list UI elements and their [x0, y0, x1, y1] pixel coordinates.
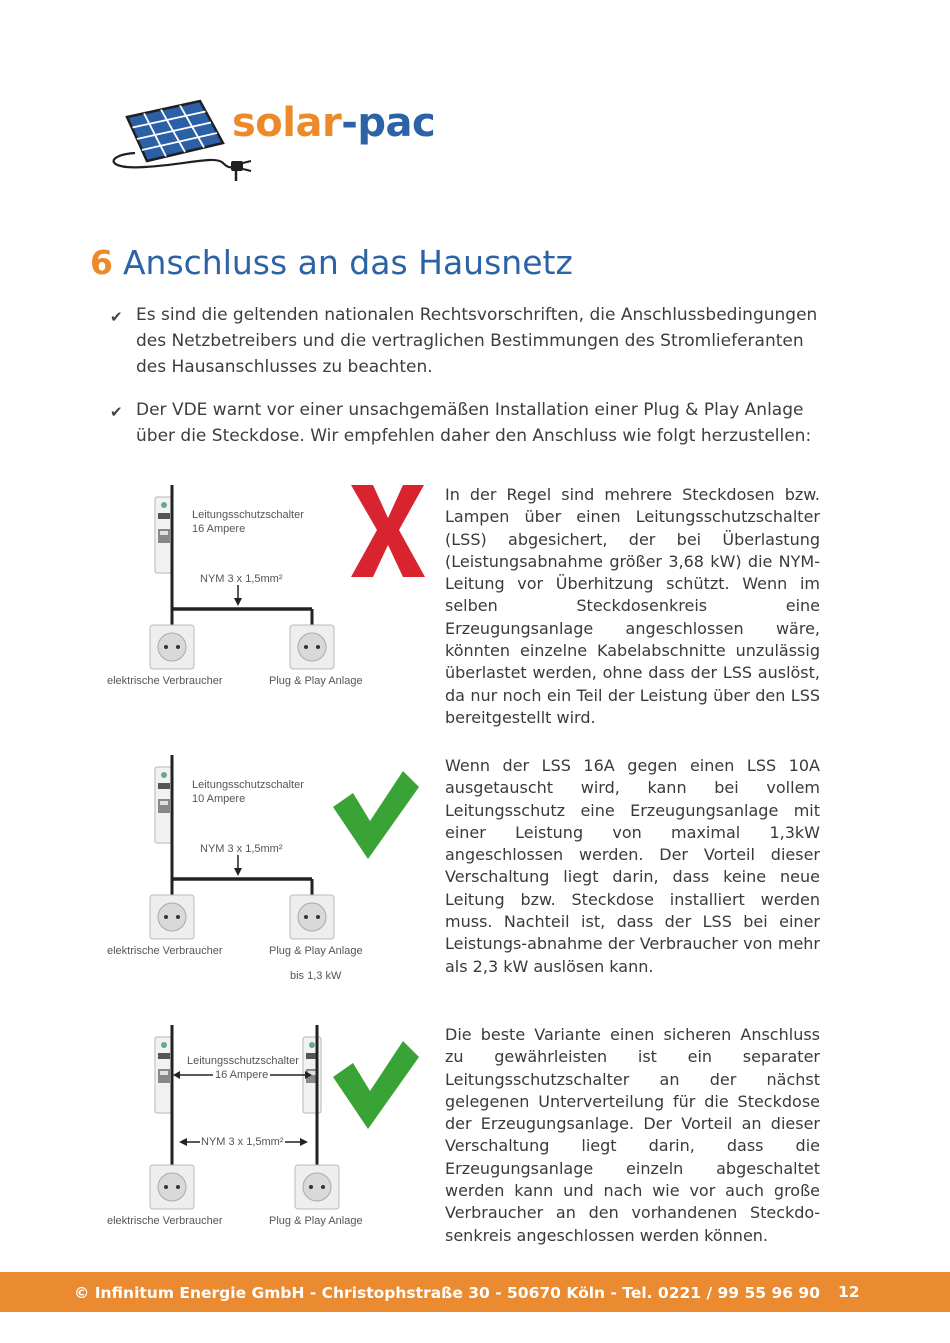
socket-icon — [150, 895, 194, 939]
cable-label: NYM 3 x 1,5mm² — [201, 1136, 284, 1148]
wiring-diagram-3 — [105, 1025, 435, 1235]
socket-icon — [290, 895, 334, 939]
brand-logo-text — [232, 100, 435, 146]
circuit-breaker-icon — [155, 497, 173, 573]
footer-contact-text: © Infinitum Energie GmbH - Christophstraße 30 - 50670 Köln - Tel. 0221 / 99 55 96 90 — [73, 1284, 820, 1302]
bullet-text: Es sind die geltenden nationalen Rechtsvorschriften, die Anschlussbedingungen des Netzbetreibers und die vertraglichen Bestimmungen des Stromlieferanten des Hausanschlusses zu beachten. — [136, 305, 818, 377]
cable-label: NYM 3 x 1,5mm² — [200, 843, 283, 855]
wrong-x-icon — [351, 485, 425, 577]
logo-part-solar: solar — [232, 100, 342, 146]
breaker-label: Leitungsschutzschalter — [192, 779, 304, 791]
checkmark-bullet-icon: ✔ — [110, 403, 123, 421]
logo-part-pac: -pac — [341, 100, 436, 146]
explanation-paragraph-3: Die beste Variante einen sicheren Anschluss zu gewährleisten ist ein separater Leitungsschutzschalter an der nächst gelegenen Unterverteilung für die Steckdose der Erzeugungsanlage. Der Vorteil an dieser Verschaltung liegt darin, dass die Erzeugungsanlage einzeln abgeschaltet werden kann und nach wie vor auch große Verbraucher an den vorhandenen Steckdosenkreis angeschlossen werden können. — [445, 1025, 820, 1245]
plug-play-label: Plug & Play Anlage — [269, 675, 363, 687]
socket-icon — [295, 1165, 339, 1209]
socket-icon — [290, 625, 334, 669]
bullet-text: Der VDE warnt vor einer unsachgemäßen Installation einer Plug & Play Anlage über die Steckdose. Wir empfehlen daher den Anschluss wie folgt herzustellen: — [136, 400, 812, 446]
bullet-item — [110, 302, 830, 382]
consumer-label: elektrische Verbraucher — [107, 1215, 223, 1227]
bullet-item — [110, 397, 830, 451]
cable-label: NYM 3 x 1,5mm² — [200, 573, 283, 585]
wiring-diagram-1 — [105, 485, 435, 695]
section-heading — [90, 243, 573, 282]
breaker-rating: 16 Ampere — [215, 1069, 269, 1081]
consumer-label: elektrische Verbraucher — [107, 945, 223, 957]
consumer-label: elektrische Verbraucher — [107, 675, 223, 687]
circuit-breaker-icon — [155, 1037, 173, 1113]
breaker-rating: 16 Ampere — [192, 523, 246, 535]
explanation-paragraph-2: Wenn der LSS 16A gegen einen LSS 10A ausgetauscht wird, kann bei vollem Leitungsschutz eine Erzeugungsanlage mit einer Leistung von maximal 1,3kW angeschlossen werden. Der Vorteil dieser Verschaltung liegt darin, dass keine neue Leitung bzw. Steckdose installiert werden muss. Nachteil ist, dass der LSS bei einer Leistungs-abnahme der Verbraucher von mehr als 2,3 kW auslösen kann. — [445, 756, 820, 976]
breaker-label: Leitungsschutzschalter — [192, 509, 304, 521]
socket-icon — [150, 625, 194, 669]
explanation-paragraph-1: In der Regel sind mehrere Steckdosen bzw. Lampen über einen Leitungsschutzschalter (LSS) abgesichert, der bei Überlastung (Leistungsabnahme größer 3,68 kW) die NYM-Leitung vor Überhitzung schützt. Wenn im selben Steckdosenkreis eine Erzeugungsanlage angeschlossen wäre, könnten einzelne Kabelabschnitte unzulässig überlastet werden, ohne dass der LSS auslöst, da nur noch ein Teil der Leistung über den LSS bereitgestellt wird. — [445, 485, 820, 727]
plug-play-label: Plug & Play Anlage — [269, 1215, 363, 1227]
green-check-icon — [333, 771, 419, 859]
socket-icon — [150, 1165, 194, 1209]
breaker-label: Leitungsschutzschalter — [187, 1055, 299, 1067]
power-limit-note: bis 1,3 kW — [290, 970, 342, 982]
section-title: Anschluss an das Hausnetz — [122, 243, 573, 282]
plug-play-label: Plug & Play Anlage — [269, 945, 363, 957]
checkmark-bullet-icon: ✔ — [110, 308, 123, 326]
page-number: 12 — [838, 1283, 860, 1301]
wiring-diagram-2 — [105, 755, 435, 985]
breaker-rating: 10 Ampere — [192, 793, 246, 805]
green-check-icon — [333, 1041, 419, 1129]
section-number: 6 — [90, 243, 113, 282]
circuit-breaker-icon — [155, 767, 173, 843]
